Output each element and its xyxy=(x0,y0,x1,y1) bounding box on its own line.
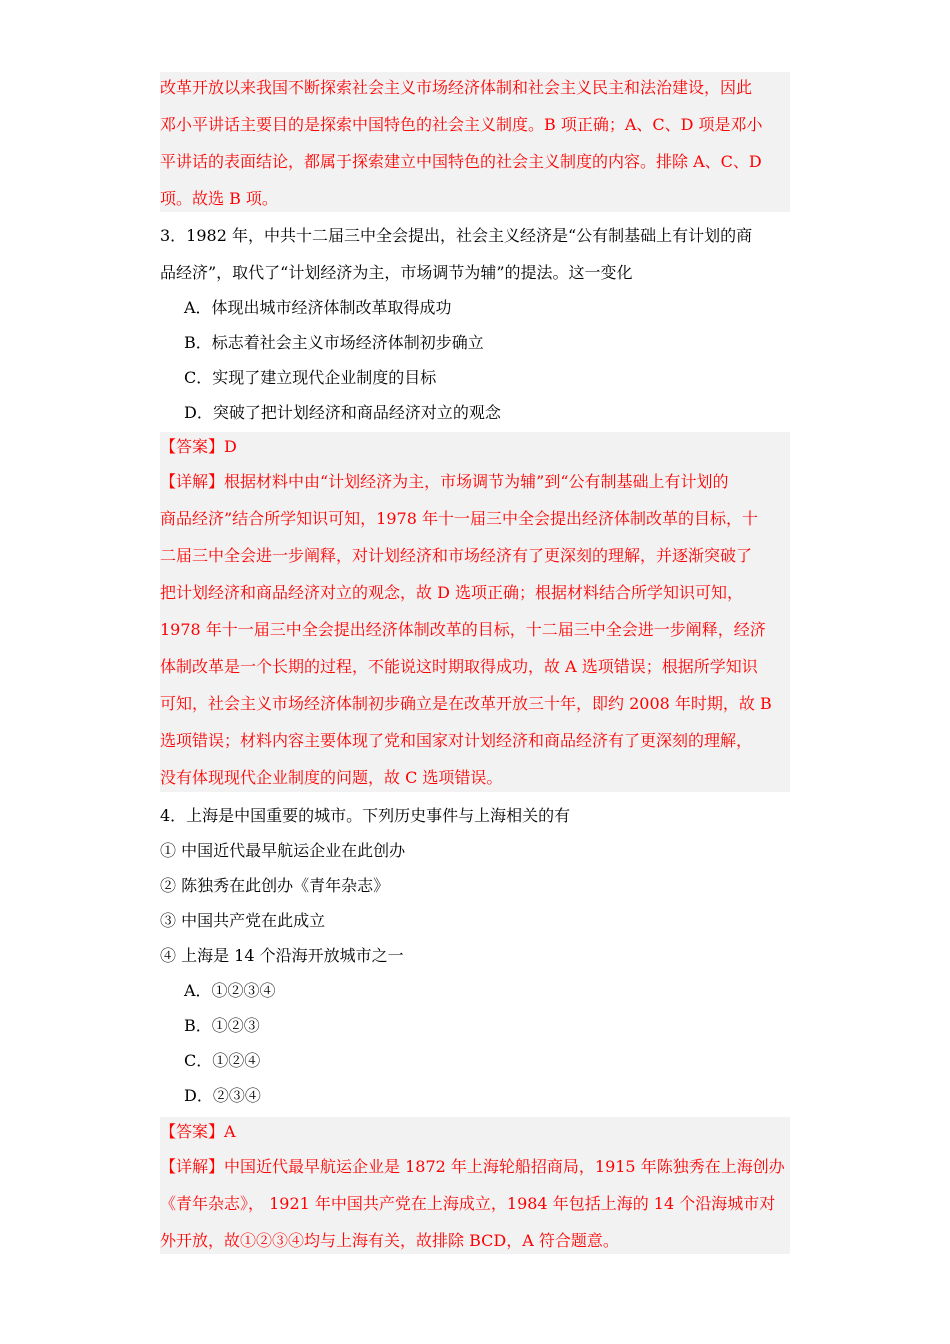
option-a: A．体现出城市经济体制改革取得成功 xyxy=(184,298,452,317)
statement-item: ③ 中国共产党在此成立 xyxy=(160,911,326,930)
statement-item: ② 陈独秀在此创办《青年杂志》 xyxy=(160,876,390,895)
question-4 xyxy=(160,805,790,1115)
answer-label: 【答案】D xyxy=(160,437,237,456)
explanation-line: 外开放，故①②③④均与上海有关，故排除 BCD，A 符合题意。 xyxy=(160,1231,619,1250)
q4-answer-box xyxy=(160,1117,790,1254)
q3-answer-box xyxy=(160,432,790,792)
explanation-line: 体制改革是一个长期的过程，不能说这时期取得成功，故 A 选项错误；根据所学知识 xyxy=(160,657,758,676)
explanation-line: 二届三中全会进一步阐释，对计划经济和市场经济有了更深刻的理解，并逐渐突破了 xyxy=(160,546,753,565)
explanation-line: 【详解】中国近代最早航运企业是 1872 年上海轮船招商局，1915 年陈独秀在上海创办 xyxy=(160,1157,785,1176)
option-b: B．标志着社会主义市场经济体制初步确立 xyxy=(184,333,484,352)
explanation-line: 把计划经济和商品经济对立的观念，故 D 选项正确；根据材料结合所学知识可知， xyxy=(160,583,744,602)
question-stem: 3．1982 年，中共十二届三中全会提出，社会主义经济是“公有制基础上有计划的商 xyxy=(160,226,753,245)
option-b: B．①②③ xyxy=(184,1016,260,1035)
explanation-line: 选项错误；材料内容主要体现了党和国家对计划经济和商品经济有了更深刻的理解， xyxy=(160,731,753,750)
explanation-line: 项。故选 B 项。 xyxy=(160,189,278,208)
explanation-line: 改革开放以来我国不断探索社会主义市场经济体制和社会主义民主和法治建设，因此 xyxy=(160,78,753,97)
option-d: D．②③④ xyxy=(184,1086,261,1105)
statement-item: ④ 上海是 14 个沿海开放城市之一 xyxy=(160,946,404,965)
option-c: C．①②④ xyxy=(184,1051,261,1070)
statement-item: ① 中国近代最早航运企业在此创办 xyxy=(160,841,406,860)
explanation-line: 商品经济”结合所学知识可知，1978 年十一届三中全会提出经济体制改革的目标，十 xyxy=(160,509,758,528)
explanation-line: 《青年杂志》， 1921 年中国共产党在上海成立，1984 年包括上海的 14 个沿海城市对 xyxy=(160,1194,776,1213)
explanation-line: 1978 年十一届三中全会提出经济体制改革的目标，十二届三中全会进一步阐释，经济 xyxy=(160,620,766,639)
explanation-line: 没有体现现代企业制度的问题，故 C 选项错误。 xyxy=(160,768,503,787)
question-3 xyxy=(160,225,790,430)
explanation-line: 【详解】根据材料中由“计划经济为主，市场调节为辅”到“公有制基础上有计划的 xyxy=(160,472,729,491)
option-c: C．实现了建立现代企业制度的目标 xyxy=(184,368,437,387)
question-stem: 4．上海是中国重要的城市。下列历史事件与上海相关的有 xyxy=(160,806,571,825)
answer-label: 【答案】A xyxy=(160,1122,236,1141)
prev-explanation xyxy=(160,72,790,212)
explanation-line: 可知，社会主义市场经济体制初步确立是在改革开放三十年，即约 2008 年时期，故 B xyxy=(160,694,772,713)
option-d: D．突破了把计划经济和商品经济对立的观念 xyxy=(184,403,501,422)
option-a: A．①②③④ xyxy=(184,981,276,1000)
explanation-line: 平讲话的表面结论，都属于探索建立中国特色的社会主义制度的内容。排除 A、C、D xyxy=(160,152,762,171)
question-stem: 品经济”，取代了“计划经济为主，市场调节为辅”的提法。这一变化 xyxy=(160,263,633,282)
explanation-line: 邓小平讲话主要目的是探索中国特色的社会主义制度。B 项正确；A、C、D 项是邓小 xyxy=(160,115,763,134)
